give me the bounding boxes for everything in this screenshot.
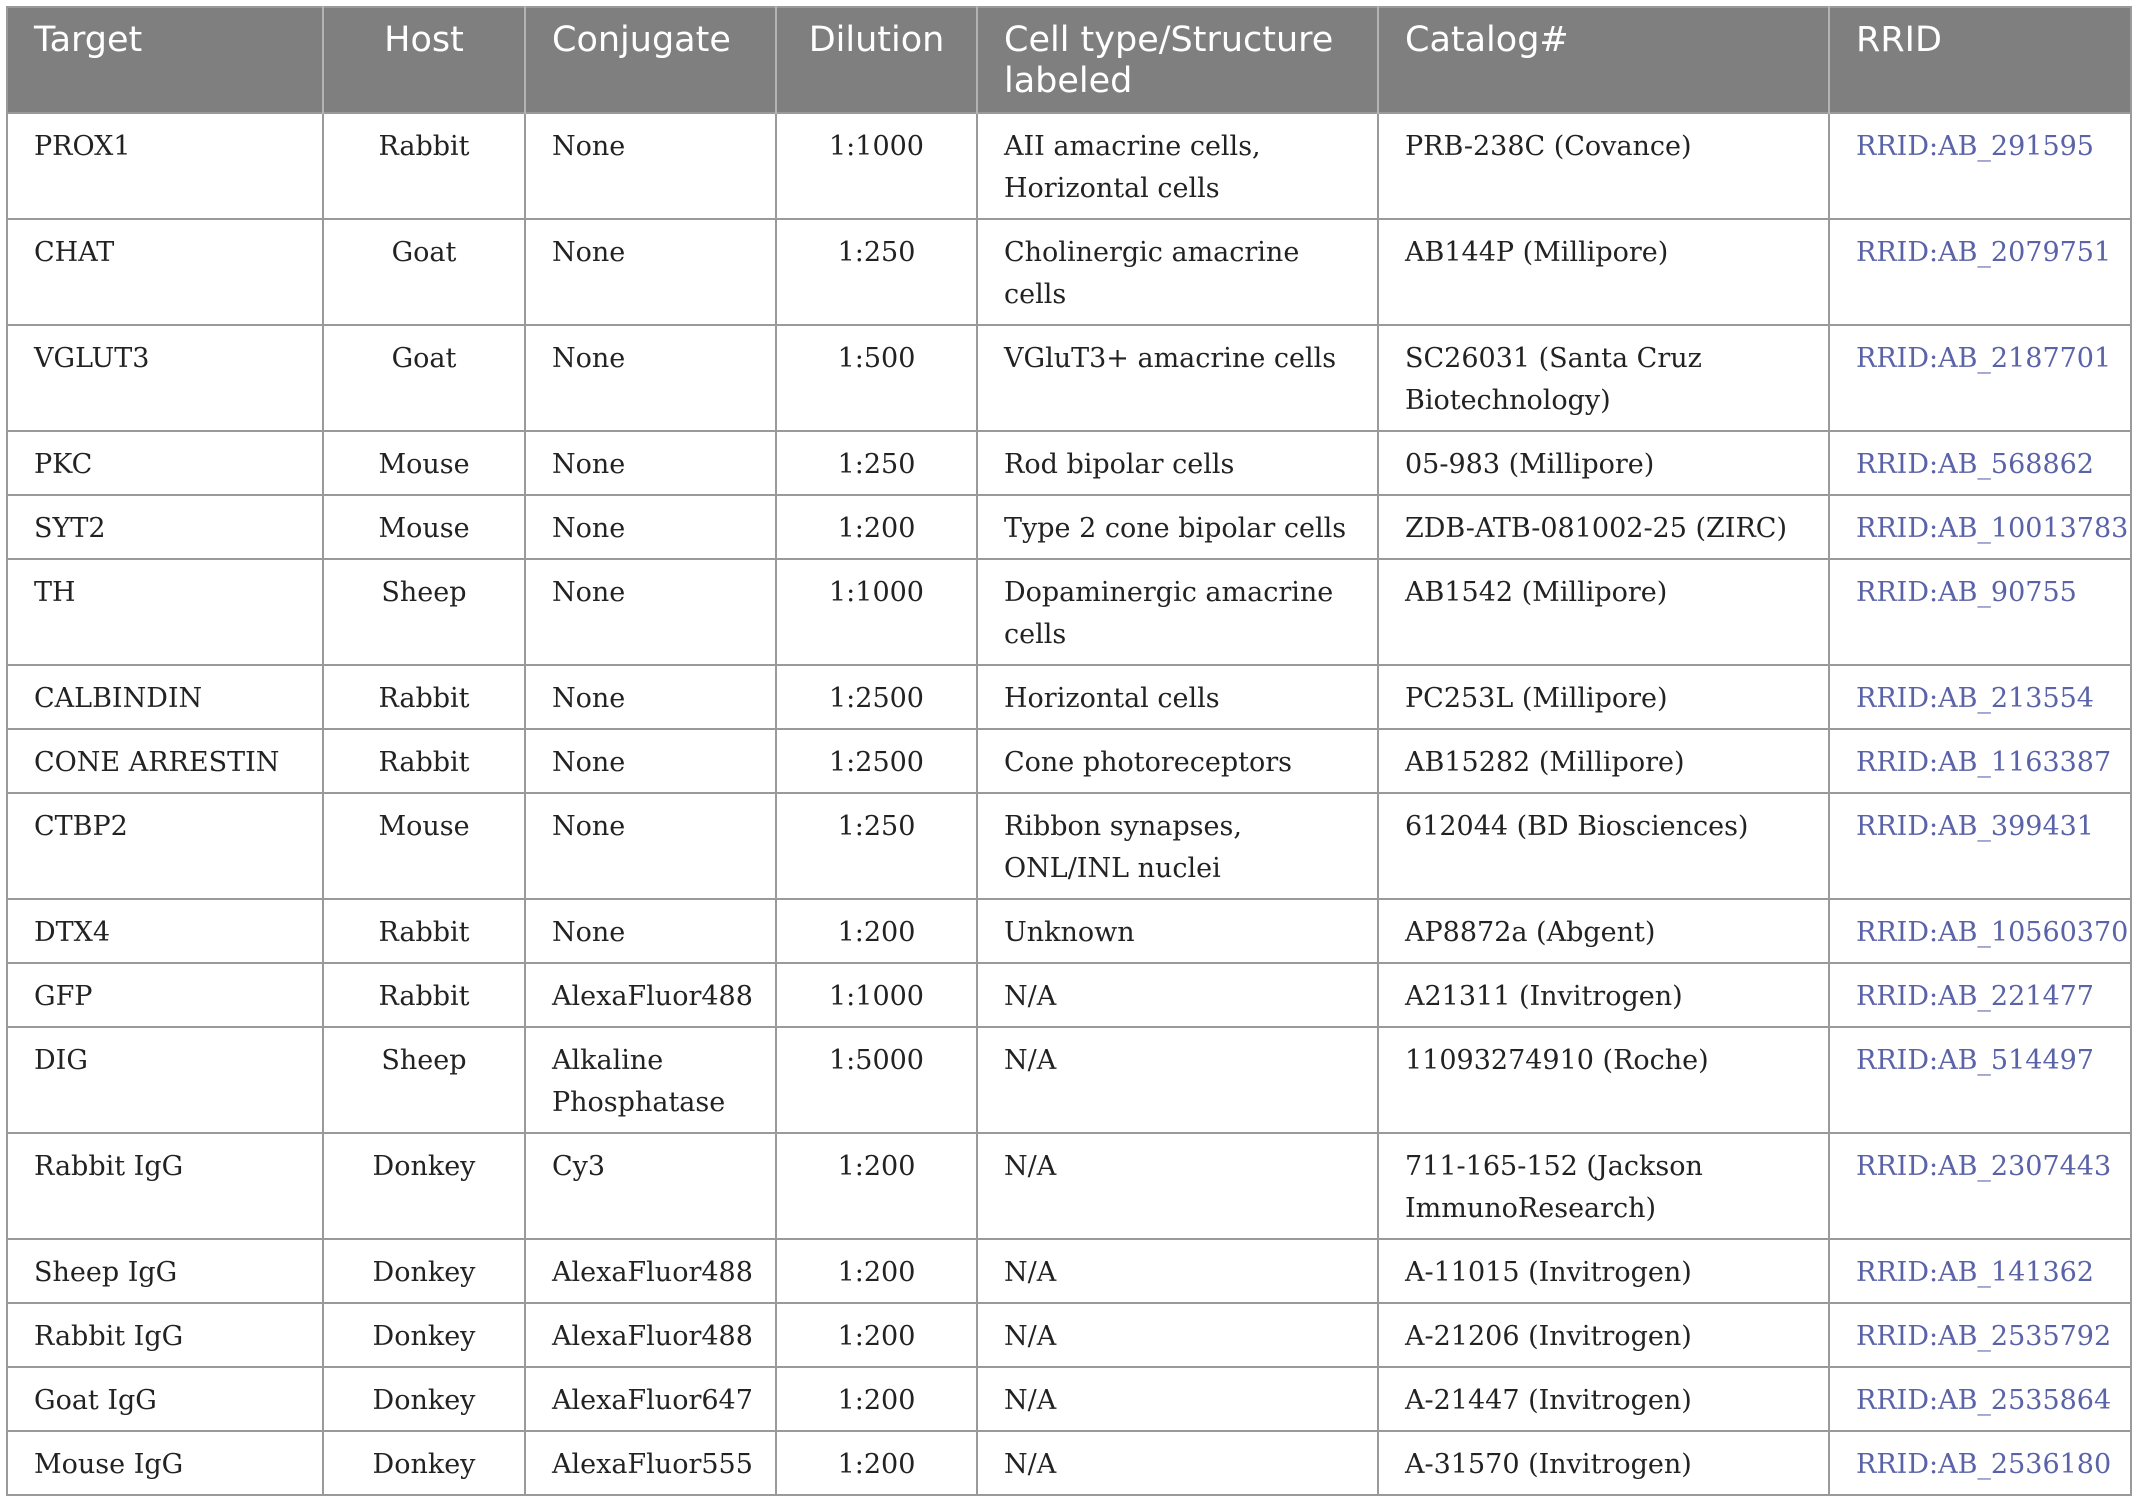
cell-target: CTBP2 bbox=[7, 793, 323, 899]
cell-dilution: 1:200 bbox=[776, 495, 977, 559]
cell-conjugate: None bbox=[525, 899, 776, 963]
cell-catalog: A-21206 (Invitrogen) bbox=[1378, 1303, 1829, 1367]
cell-catalog: AB1542 (Millipore) bbox=[1378, 559, 1829, 665]
header-cell-type: Cell type/Structure labeled bbox=[977, 7, 1378, 113]
table-row bbox=[7, 495, 2131, 559]
cell-target: Rabbit IgG bbox=[7, 1303, 323, 1367]
cell-conjugate: None bbox=[525, 559, 776, 665]
cell-conjugate: AlexaFluor488 bbox=[525, 1303, 776, 1367]
cell-dilution: 1:200 bbox=[776, 1239, 977, 1303]
cell-cell-type: N/A bbox=[977, 1027, 1378, 1133]
cell-cell-type: Horizontal cells bbox=[977, 665, 1378, 729]
cell-conjugate: None bbox=[525, 495, 776, 559]
cell-cell-type: Ribbon synapses, ONL/INL nuclei bbox=[977, 793, 1378, 899]
cell-dilution: 1:250 bbox=[776, 219, 977, 325]
header-target: Target bbox=[7, 7, 323, 113]
table-row bbox=[7, 729, 2131, 793]
cell-host: Goat bbox=[323, 325, 525, 431]
cell-conjugate: AlexaFluor488 bbox=[525, 1239, 776, 1303]
table-row bbox=[7, 899, 2131, 963]
cell-target: CONE ARRESTIN bbox=[7, 729, 323, 793]
rrid-link[interactable]: RRID:AB_2536180 bbox=[1829, 1431, 2131, 1495]
cell-catalog: AB15282 (Millipore) bbox=[1378, 729, 1829, 793]
cell-cell-type: Rod bipolar cells bbox=[977, 431, 1378, 495]
cell-target: Sheep IgG bbox=[7, 1239, 323, 1303]
cell-host: Mouse bbox=[323, 793, 525, 899]
cell-catalog: AB144P (Millipore) bbox=[1378, 219, 1829, 325]
cell-dilution: 1:200 bbox=[776, 1303, 977, 1367]
cell-dilution: 1:250 bbox=[776, 793, 977, 899]
cell-target: TH bbox=[7, 559, 323, 665]
rrid-link[interactable]: RRID:AB_399431 bbox=[1829, 793, 2131, 899]
table-body bbox=[7, 113, 2131, 1495]
cell-dilution: 1:2500 bbox=[776, 729, 977, 793]
cell-target: SYT2 bbox=[7, 495, 323, 559]
cell-dilution: 1:200 bbox=[776, 1367, 977, 1431]
cell-cell-type: N/A bbox=[977, 1133, 1378, 1239]
cell-host: Mouse bbox=[323, 495, 525, 559]
rrid-link[interactable]: RRID:AB_221477 bbox=[1829, 963, 2131, 1027]
table-row bbox=[7, 1133, 2131, 1239]
cell-host: Donkey bbox=[323, 1367, 525, 1431]
table-row bbox=[7, 1027, 2131, 1133]
cell-host: Sheep bbox=[323, 559, 525, 665]
cell-catalog: 05-983 (Millipore) bbox=[1378, 431, 1829, 495]
table-row bbox=[7, 113, 2131, 219]
cell-target: DTX4 bbox=[7, 899, 323, 963]
cell-target: Goat IgG bbox=[7, 1367, 323, 1431]
cell-conjugate: Cy3 bbox=[525, 1133, 776, 1239]
cell-cell-type: Cone photoreceptors bbox=[977, 729, 1378, 793]
cell-cell-type: N/A bbox=[977, 963, 1378, 1027]
cell-dilution: 1:1000 bbox=[776, 559, 977, 665]
cell-cell-type: N/A bbox=[977, 1303, 1378, 1367]
cell-conjugate: None bbox=[525, 793, 776, 899]
rrid-link[interactable]: RRID:AB_90755 bbox=[1829, 559, 2131, 665]
cell-catalog: A-11015 (Invitrogen) bbox=[1378, 1239, 1829, 1303]
rrid-link[interactable]: RRID:AB_568862 bbox=[1829, 431, 2131, 495]
cell-dilution: 1:1000 bbox=[776, 113, 977, 219]
cell-target: DIG bbox=[7, 1027, 323, 1133]
cell-host: Rabbit bbox=[323, 113, 525, 219]
table-header bbox=[7, 7, 2131, 113]
table-row bbox=[7, 431, 2131, 495]
cell-target: PROX1 bbox=[7, 113, 323, 219]
cell-conjugate: AlexaFluor647 bbox=[525, 1367, 776, 1431]
cell-cell-type: N/A bbox=[977, 1431, 1378, 1495]
cell-conjugate: AlexaFluor488 bbox=[525, 963, 776, 1027]
cell-host: Rabbit bbox=[323, 963, 525, 1027]
rrid-link[interactable]: RRID:AB_2187701 bbox=[1829, 325, 2131, 431]
cell-dilution: 1:200 bbox=[776, 1431, 977, 1495]
cell-host: Donkey bbox=[323, 1133, 525, 1239]
header-dilution: Dilution bbox=[776, 7, 977, 113]
cell-catalog: PRB-238C (Covance) bbox=[1378, 113, 1829, 219]
cell-conjugate: AlexaFluor555 bbox=[525, 1431, 776, 1495]
cell-cell-type: Unknown bbox=[977, 899, 1378, 963]
cell-catalog: 11093274910 (Roche) bbox=[1378, 1027, 1829, 1133]
table-row bbox=[7, 219, 2131, 325]
cell-cell-type: Dopaminergic amacrine cells bbox=[977, 559, 1378, 665]
cell-host: Rabbit bbox=[323, 665, 525, 729]
cell-cell-type: Type 2 cone bipolar cells bbox=[977, 495, 1378, 559]
cell-dilution: 1:1000 bbox=[776, 963, 977, 1027]
cell-catalog: 711-165-152 (Jackson ImmunoResearch) bbox=[1378, 1133, 1829, 1239]
cell-target: CALBINDIN bbox=[7, 665, 323, 729]
cell-cell-type: AII amacrine cells, Horizontal cells bbox=[977, 113, 1378, 219]
cell-dilution: 1:5000 bbox=[776, 1027, 977, 1133]
table-row bbox=[7, 1239, 2131, 1303]
cell-conjugate: Alkaline Phosphatase bbox=[525, 1027, 776, 1133]
cell-catalog: A21311 (Invitrogen) bbox=[1378, 963, 1829, 1027]
cell-cell-type: N/A bbox=[977, 1367, 1378, 1431]
rrid-link[interactable]: RRID:AB_2535792 bbox=[1829, 1303, 2131, 1367]
cell-conjugate: None bbox=[525, 219, 776, 325]
cell-cell-type: N/A bbox=[977, 1239, 1378, 1303]
cell-target: PKC bbox=[7, 431, 323, 495]
cell-catalog: A-31570 (Invitrogen) bbox=[1378, 1431, 1829, 1495]
cell-catalog: 612044 (BD Biosciences) bbox=[1378, 793, 1829, 899]
cell-target: CHAT bbox=[7, 219, 323, 325]
cell-target: VGLUT3 bbox=[7, 325, 323, 431]
cell-host: Rabbit bbox=[323, 899, 525, 963]
header-host: Host bbox=[323, 7, 525, 113]
cell-host: Donkey bbox=[323, 1431, 525, 1495]
table-row bbox=[7, 963, 2131, 1027]
rrid-link[interactable]: RRID:AB_1163387 bbox=[1829, 729, 2131, 793]
cell-dilution: 1:2500 bbox=[776, 665, 977, 729]
cell-catalog: A-21447 (Invitrogen) bbox=[1378, 1367, 1829, 1431]
cell-catalog: PC253L (Millipore) bbox=[1378, 665, 1829, 729]
rrid-link[interactable]: RRID:AB_141362 bbox=[1829, 1239, 2131, 1303]
rrid-link[interactable]: RRID:AB_514497 bbox=[1829, 1027, 2131, 1133]
table-row bbox=[7, 1431, 2131, 1495]
antibody-table bbox=[6, 6, 2132, 1496]
cell-cell-type: VGluT3+ amacrine cells bbox=[977, 325, 1378, 431]
cell-dilution: 1:250 bbox=[776, 431, 977, 495]
table-row bbox=[7, 793, 2131, 899]
rrid-link[interactable]: RRID:AB_213554 bbox=[1829, 665, 2131, 729]
cell-conjugate: None bbox=[525, 665, 776, 729]
cell-conjugate: None bbox=[525, 431, 776, 495]
cell-catalog: AP8872a (Abgent) bbox=[1378, 899, 1829, 963]
table-row bbox=[7, 1367, 2131, 1431]
cell-host: Mouse bbox=[323, 431, 525, 495]
table-row bbox=[7, 325, 2131, 431]
cell-host: Donkey bbox=[323, 1303, 525, 1367]
rrid-link[interactable]: RRID:AB_291595 bbox=[1829, 113, 2131, 219]
cell-dilution: 1:200 bbox=[776, 899, 977, 963]
rrid-link[interactable]: RRID:AB_2307443 bbox=[1829, 1133, 2131, 1239]
cell-conjugate: None bbox=[525, 729, 776, 793]
cell-catalog: ZDB-ATB-081002-25 (ZIRC) bbox=[1378, 495, 1829, 559]
cell-target: Mouse IgG bbox=[7, 1431, 323, 1495]
table-row bbox=[7, 559, 2131, 665]
rrid-link[interactable]: RRID:AB_10560370 bbox=[1829, 899, 2131, 963]
table-row bbox=[7, 1303, 2131, 1367]
table-row bbox=[7, 665, 2131, 729]
cell-catalog: SC26031 (Santa Cruz Biotechnology) bbox=[1378, 325, 1829, 431]
cell-host: Goat bbox=[323, 219, 525, 325]
cell-dilution: 1:500 bbox=[776, 325, 977, 431]
cell-host: Donkey bbox=[323, 1239, 525, 1303]
rrid-link[interactable]: RRID:AB_10013783 bbox=[1829, 495, 2131, 559]
rrid-link[interactable]: RRID:AB_2535864 bbox=[1829, 1367, 2131, 1431]
header-rrid: RRID bbox=[1829, 7, 2131, 113]
cell-cell-type: Cholinergic amacrine cells bbox=[977, 219, 1378, 325]
antibody-table-container bbox=[6, 6, 2130, 1496]
header-catalog: Catalog# bbox=[1378, 7, 1829, 113]
cell-host: Rabbit bbox=[323, 729, 525, 793]
header-row bbox=[7, 7, 2131, 113]
rrid-link[interactable]: RRID:AB_2079751 bbox=[1829, 219, 2131, 325]
cell-dilution: 1:200 bbox=[776, 1133, 977, 1239]
cell-host: Sheep bbox=[323, 1027, 525, 1133]
header-conjugate: Conjugate bbox=[525, 7, 776, 113]
cell-conjugate: None bbox=[525, 325, 776, 431]
cell-target: GFP bbox=[7, 963, 323, 1027]
cell-target: Rabbit IgG bbox=[7, 1133, 323, 1239]
cell-conjugate: None bbox=[525, 113, 776, 219]
